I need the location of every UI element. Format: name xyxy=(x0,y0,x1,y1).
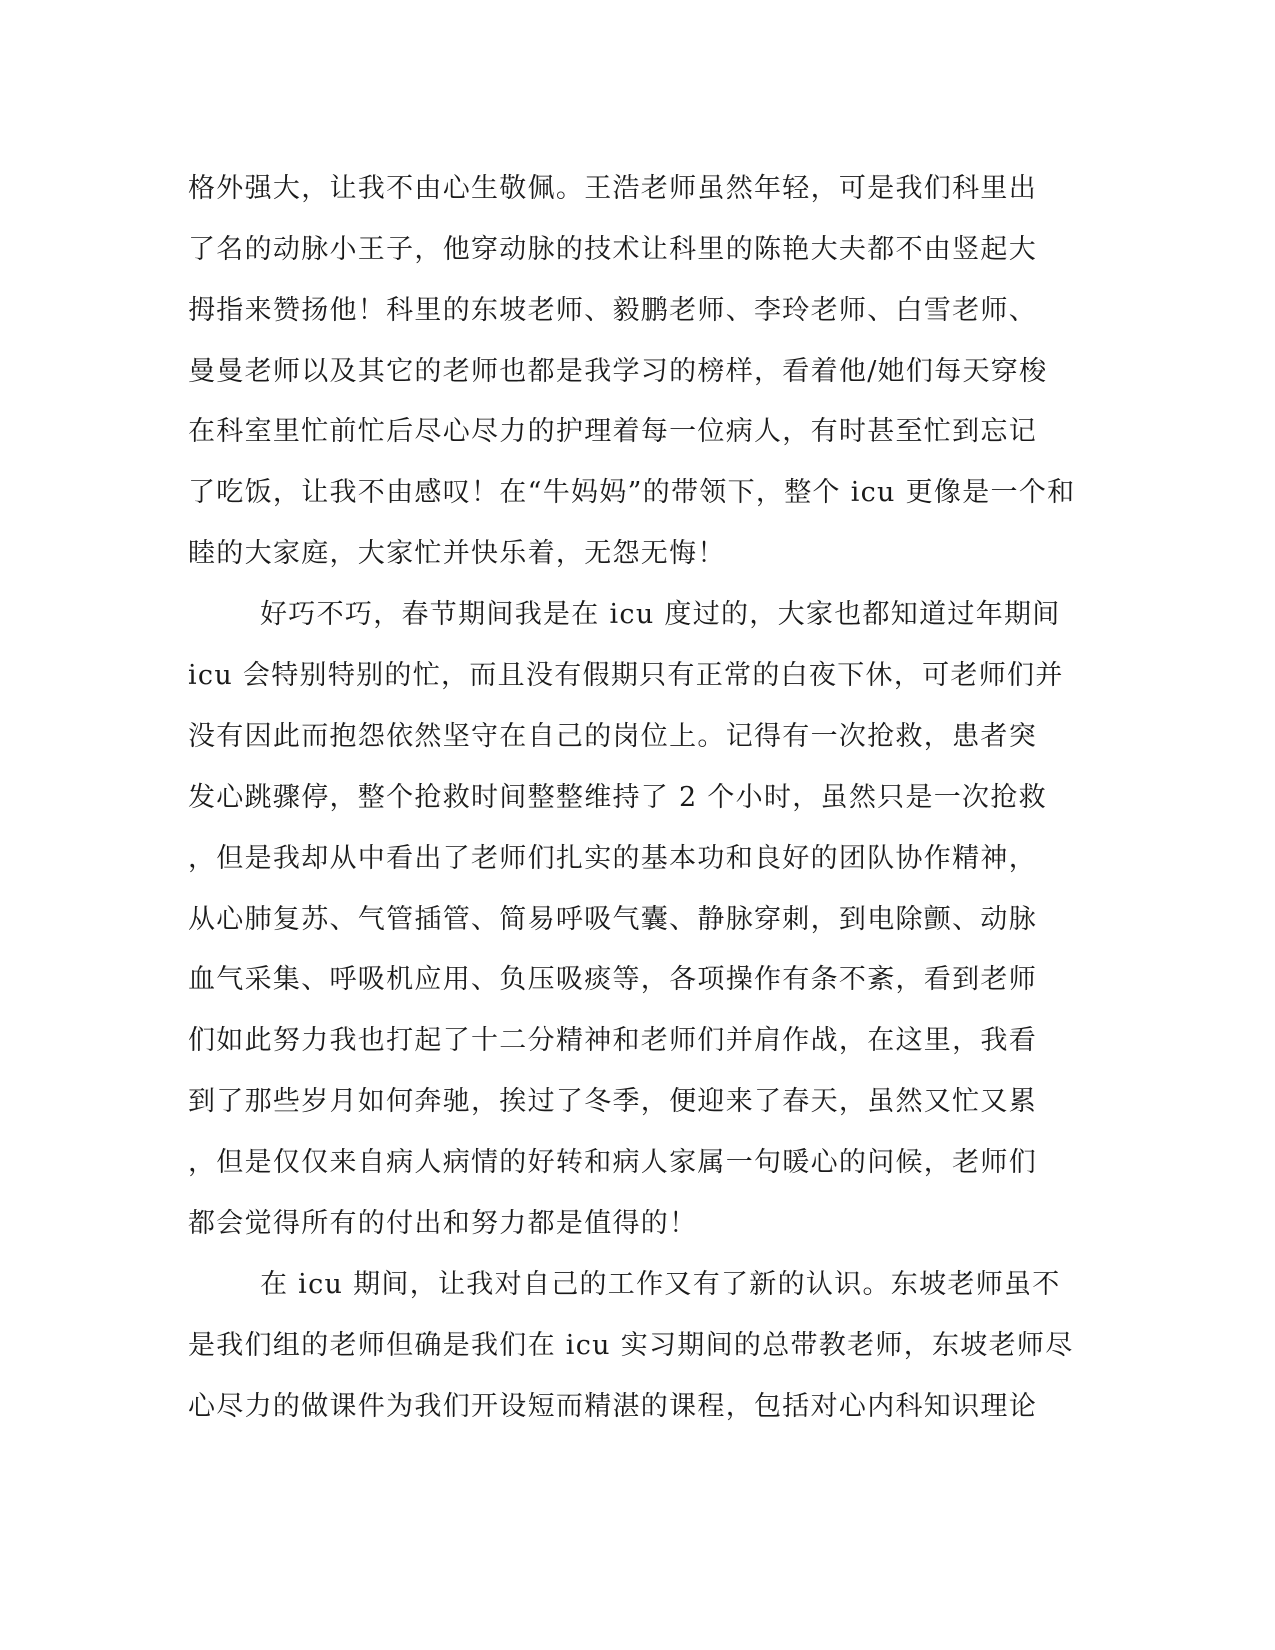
text-line: 到了那些岁月如何奔驰，挨过了冬季，便迎来了春天，虽然又忙又累 xyxy=(188,1086,1037,1117)
text-line: 从心肺复苏、气管插管、简易呼吸气囊、静脉穿刺，到电除颤、动脉 xyxy=(188,904,1037,935)
text-line: 格外强大，让我不由心生敬佩。王浩老师虽然年轻，可是我们科里出 xyxy=(188,173,1037,204)
paragraph-start-line: 在 icu 期间，让我对自己的工作又有了新的认识。东坡老师虽不 xyxy=(260,1269,1061,1300)
text-line: 是我们组的老师但确是我们在 icu 实习期间的总带教老师，东坡老师尽 xyxy=(188,1330,1074,1361)
text-line: ，但是仅仅来自病人病情的好转和病人家属一句暖心的问候，老师们 xyxy=(188,1147,1037,1178)
text-line: ，但是我却从中看出了老师们扎实的基本功和良好的团队协作精神， xyxy=(188,843,1037,874)
text-line: 曼曼老师以及其它的老师也都是我学习的榜样，看着他/她们每天穿梭 xyxy=(188,356,1048,387)
text-line: 们如此努力我也打起了十二分精神和老师们并肩作战，在这里，我看 xyxy=(188,1025,1037,1056)
text-line: 都会觉得所有的付出和努力都是值得的！ xyxy=(188,1208,698,1239)
text-line: icu 会特别特别的忙，而且没有假期只有正常的白夜下休，可老师们并 xyxy=(188,660,1064,691)
text-line: 了吃饭，让我不由感叹！在“牛妈妈”的带领下，整个 icu 更像是一个和 xyxy=(188,477,1076,508)
text-line: 发心跳骤停，整个抢救时间整整维持了 2 个小时，虽然只是一次抢救 xyxy=(188,782,1047,813)
text-line: 没有因此而抱怨依然坚守在自己的岗位上。记得有一次抢救，患者突 xyxy=(188,721,1037,752)
text-line: 心尽力的做课件为我们开设短而精湛的课程，包括对心内科知识理论 xyxy=(188,1391,1037,1422)
text-line: 了名的动脉小王子，他穿动脉的技术让科里的陈艳大夫都不由竖起大 xyxy=(188,234,1037,265)
text-line: 睦的大家庭，大家忙并快乐着，无怨无悔！ xyxy=(188,538,726,569)
text-line: 血气采集、呼吸机应用、负压吸痰等，各项操作有条不紊，看到老师 xyxy=(188,964,1037,995)
text-line: 拇指来赞扬他！科里的东坡老师、毅鹏老师、李玲老师、白雪老师、 xyxy=(188,295,1037,326)
paragraph-start-line: 好巧不巧，春节期间我是在 icu 度过的，大家也都知道过年期间 xyxy=(260,599,1061,630)
text-line: 在科室里忙前忙后尽心尽力的护理着每一位病人，有时甚至忙到忘记 xyxy=(188,416,1037,447)
